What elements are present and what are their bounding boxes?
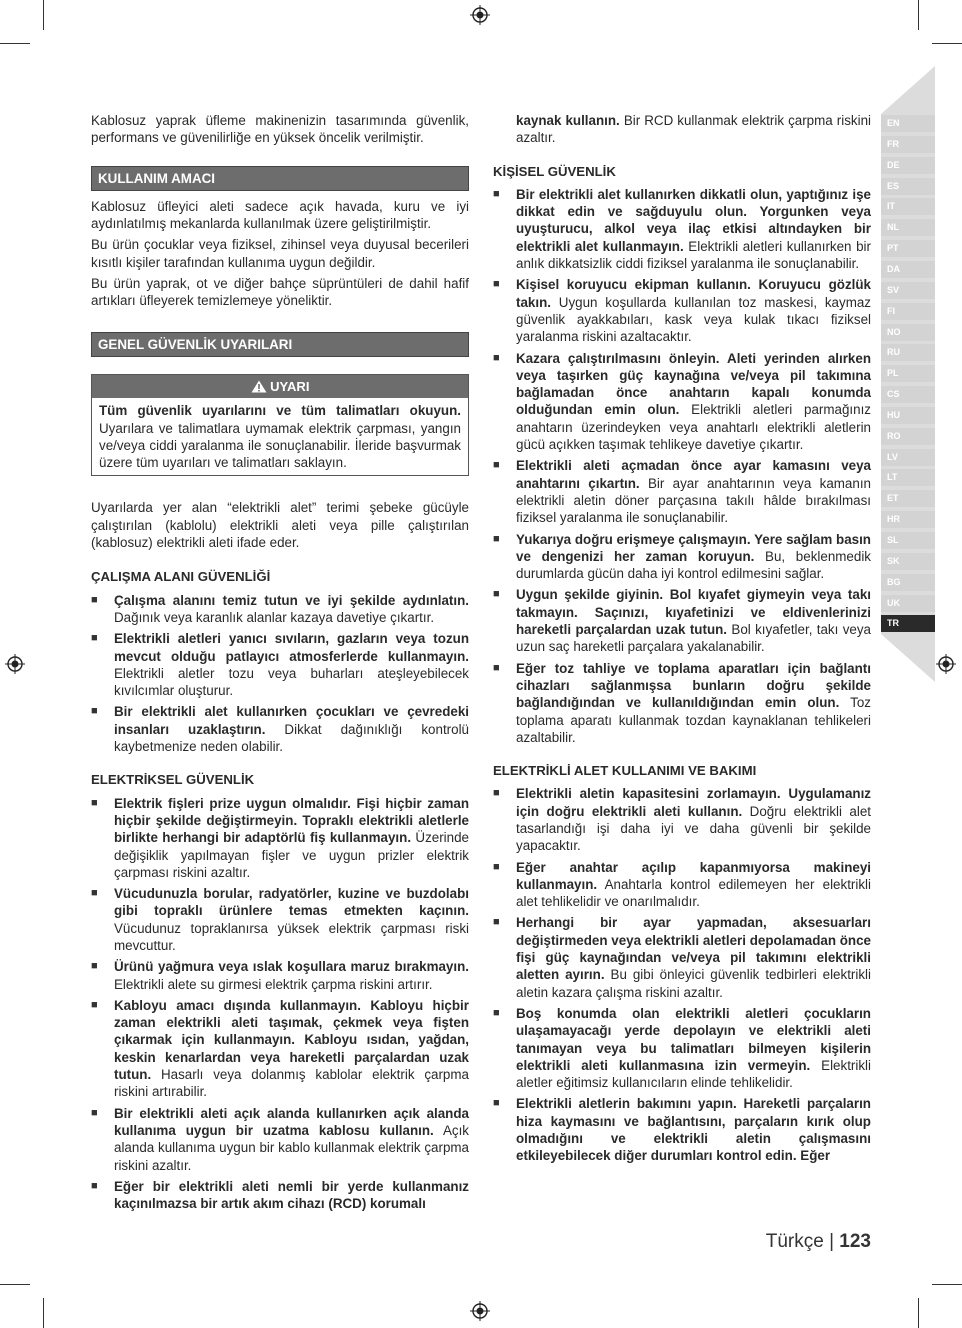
language-tab-hr[interactable]: HR xyxy=(881,511,935,528)
section-heading-usage: KULLANIM AMACI xyxy=(91,166,469,191)
continued-text: kaynak kullanın. Bir RCD kullanmak elektrik çarpma riskini azaltır. xyxy=(516,113,871,146)
usage-paragraph: Bu ürün yaprak, ot ve diğer bahçe süprüntüleri de dahil hafif artıkları üfleyerek temizlemeye yöneliktir. xyxy=(91,276,469,309)
crop-mark xyxy=(918,1298,919,1328)
language-tab-de[interactable]: DE xyxy=(881,157,935,174)
language-tab-bg[interactable]: BG xyxy=(881,574,935,591)
warning-title: UYARI xyxy=(270,378,310,394)
language-tab-it[interactable]: IT xyxy=(881,198,935,215)
language-tab-pl[interactable]: PL xyxy=(881,365,935,382)
list-item: ■ Elektrikli aletleri yanıcı sıvıların, gazların veya tozun mevcut olduğu patlayıcı atmosferlerde kullanmayın. Elektrikli aletler tozu veya buharları ateşleyebilecek kıvılcımlar oluşturur. xyxy=(91,630,469,699)
personal-safety-list xyxy=(493,186,871,746)
language-tab-sl[interactable]: SL xyxy=(881,532,935,549)
language-tab-pt[interactable]: PT xyxy=(881,240,935,257)
language-tab-fr[interactable]: FR xyxy=(881,136,935,153)
warning-box xyxy=(91,374,469,476)
list-item: ■ Herhangi bir ayar yapmadan, aksesuarları değiştirmeden veya elektrikli aletleri depolamadan önce fişi güç kaynağından ve/veya pil takımını elektrikli aletten ayırın. Bu gibi önleyici güvenlik tedbirleri elektrikli aletin kazara çalışma riskini azaltır. xyxy=(493,914,871,1000)
language-tab-ru[interactable]: RU xyxy=(881,344,935,361)
language-tab-sv[interactable]: SV xyxy=(881,282,935,299)
language-tab-tr[interactable]: TR xyxy=(881,615,935,632)
list-item: ■ Elektrikli aletlerin bakımını yapın. Hareketli parçaların hiza kaymasını ve bağlantısını, parçaların kırık olup olmadığını ve elektrikli aletin çalışmasını etkileyebilecek diğer durumları kontrol edin. Eğer xyxy=(493,1095,871,1164)
language-tab-sk[interactable]: SK xyxy=(881,553,935,570)
subheading-personal-safety: KİŞİSEL GÜVENLİK xyxy=(493,163,616,179)
subheading-work-area: ÇALIŞMA ALANI GÜVENLİĞİ xyxy=(91,569,271,585)
section-heading-general-safety: GENEL GÜVENLİK UYARILARI xyxy=(91,332,469,357)
list-item: ■ Boş konumda olan elektrikli aletleri çocukların ulaşamayacağı yerde depolayın ve elektrikli aleti tanımayan veya bu talimatları bilmeyen kişilerin elektrikli aleti kullanmasına izin vermeyin. Elektrikli aletler eğitimsiz kullanıcıların elinde tehlikelidir. xyxy=(493,1005,871,1091)
crop-mark xyxy=(0,43,30,44)
registration-mark-icon xyxy=(470,5,490,25)
language-tab-cs[interactable]: CS xyxy=(881,386,935,403)
crop-mark xyxy=(0,1284,30,1285)
crop-mark xyxy=(918,0,919,30)
list-item: ■ Kişisel koruyucu ekipman kullanın. Koruyucu gözlük takın. Uygun koşullarda kullanılan toz maskesi, kaymaz güvenlik ayakkabıları, kask veya kulak tıkacı fiziksel yaralanma riskini azaltacaktır. xyxy=(493,276,871,345)
crop-mark xyxy=(932,1284,962,1285)
language-tab-uk[interactable]: UK xyxy=(881,595,935,612)
language-tab-fi[interactable]: FI xyxy=(881,303,935,320)
warning-triangle-icon xyxy=(251,380,267,393)
list-item: ■ Eğer toz tahliye ve toplama aparatları için bağlantı cihazları sağlanmışsa bunların doğru şekilde bağlandığından ve kullanıldığından emin olun. Toz toplama aparatı kullanmak tozdan kaynaklanan tehlikeleri azaltabilir. xyxy=(493,660,871,746)
warning-body xyxy=(92,398,468,475)
intro-text: Kablosuz yaprak üfleme makinenizin tasarımında güvenlik, performans ve güvenilirliğe en yüksek öncelik verilmiştir. xyxy=(91,113,469,146)
footer-language: Türkçe xyxy=(765,1231,824,1252)
language-tab-nl[interactable]: NL xyxy=(881,219,935,236)
language-tab-da[interactable]: DA xyxy=(881,261,935,278)
warning-text: Uyarılara ve talimatlara uymamak elektrik çarpması, yangın ve/veya ciddi yaralanma ile sonuçlanabilir. İleride başvurmak üzere tüm uyarıları ve talimatları saklayın. xyxy=(99,420,461,471)
registration-mark-icon xyxy=(936,654,956,674)
registration-mark-icon xyxy=(5,654,25,674)
usage-paragraph: Kablosuz üfleyici aleti sadece açık havada, kuru ve iyi aydınlatılmış mekanlarda kullanılmak üzere geliştirilmiştir. xyxy=(91,198,469,232)
page-number: 123 xyxy=(839,1231,871,1252)
list-item: ■ Uygun şekilde giyinin. Bol kıyafet giymeyin veya takı takmayın. Saçınızı, kıyafetinizi ve eldivenlerinizi hareketli parçalardan uzak tutun. Bol kıyafetler, takı veya uzun saç hareketli parçalara yakalanabilir. xyxy=(493,586,871,655)
language-tab-no[interactable]: NO xyxy=(881,324,935,341)
right-column xyxy=(493,112,871,1169)
list-item: ■ Elektrikli aleti açmadan önce ayar kamasını veya anahtarını çıkartın. Bir ayar anahtarının veya kamanın elektrikli aletin döner parçasına takılı hâlde bırakılması fiziksel yaralanma ile sonuçlanabilir. xyxy=(493,457,871,526)
usage-paragraph: Bu ürün çocuklar veya fiziksel, zihinsel veya duyusal becerileri kısıtlı kişiler tarafından kullanıma uygun değildir. xyxy=(91,237,469,270)
language-tab-en[interactable]: EN xyxy=(881,115,935,132)
list-item: ■ Elektrikli aletin kapasitesini zorlamayın. Uygulamanız için doğru elektrikli aleti kullanın. Doğru elektrikli alet tasarlandığı işi daha iyi ve daha güvenli bir şekilde yapacaktır. xyxy=(493,785,871,854)
crop-mark xyxy=(43,0,44,30)
list-item: ■ Eğer anahtar açılıp kapanmıyorsa makineyi kullanmayın. Anahtarla kontrol edilemeyen her elektrikli alet tehlikelidir ve onarılmalıdır. xyxy=(493,859,871,911)
electrical-list xyxy=(91,795,469,1213)
list-item: ■ Elektrik fişleri prize uygun olmalıdır. Fişi hiçbir zaman hiçbir şekilde değiştirmeyin. Topraklı elektrikli aletlerle birlikte herhangi bir adaptörlü fiş kullanmayın. Üzerinde değişiklik yapılmayan fişler ve uygun prizler elektrik çarpması riskini azaltır. xyxy=(91,795,469,881)
subheading-tool-use: ELEKTRİKLİ ALET KULLANIMI VE BAKIMI xyxy=(493,763,757,779)
list-item: ■ Bir elektrikli alet kullanırken çocukları ve çevredeki insanları uzaklaştırın. Dikkat dağınıklığı kontrolü kaybetmenize neden olabilir. xyxy=(91,703,469,755)
work-area-list xyxy=(91,592,469,756)
crop-mark xyxy=(932,43,962,44)
list-item: ■ Ürünü yağmura veya ıslak koşullara maruz bırakmayın. Elektrikli alete su girmesi elektrik çarpma riskini artırır. xyxy=(91,958,469,993)
language-tab-lv[interactable]: LV xyxy=(881,449,935,466)
term-definition-text: Uyarılarda yer alan “elektrikli alet” terimi şebeke gücüyle çalıştırılan (kablolu) elektrikli aleti veya pille çalıştırılan (kablosuz) elektrikli aleti ifade eder. xyxy=(91,500,469,551)
left-column xyxy=(91,112,469,1216)
language-tab-et[interactable]: ET xyxy=(881,490,935,507)
language-tab-ro[interactable]: RO xyxy=(881,428,935,445)
list-item: ■ Eğer bir elektrikli aleti nemli bir yerde kullanmanız kaçınılmazsa bir artık akım cihazı (RCD) korumalı xyxy=(91,1178,469,1213)
registration-mark-icon xyxy=(470,1301,490,1321)
warning-bold-text: Tüm güvenlik uyarılarını ve tüm talimatları okuyun. xyxy=(99,403,461,419)
list-item: ■ Çalışma alanını temiz tutun ve iyi şekilde aydınlatın. Dağınık veya karanlık alanlar kazaya davetiye çıkartır. xyxy=(91,592,469,627)
language-tab-hu[interactable]: HU xyxy=(881,407,935,424)
list-item: ■ Kazara çalıştırılmasını önleyin. Aleti yerinden alırken veya taşırken güç kaynağına ve/veya pil takımına bağlamadan önce anahtarın kapalı konumda olduğundan emin olun. Elektrikli aletleri parmağınız anahtarın üzerindeyken veya anahtarlı elektrikli aletlerin gücü açıkken taşımak tehlikeye davetiye çıkartır. xyxy=(493,350,871,454)
language-tab-es[interactable]: ES xyxy=(881,178,935,195)
warning-header xyxy=(92,375,468,398)
tool-use-list xyxy=(493,785,871,1164)
list-item: ■ Bir elektrikli aleti açık alanda kullanırken açık alanda kullanıma uygun bir uzatma kablosu kullanın. Açık alanda kullanıma uygun bir kablo kullanmak elektrik çarpma riskini azaltır. xyxy=(91,1105,469,1174)
crop-mark xyxy=(43,1298,44,1328)
list-item: ■ Yukarıya doğru erişmeye çalışmayın. Yere sağlam basın ve dengenizi her zaman koruyun. Bu, beklenmedik durumlarda gücün daha iyi kontrol edilmesini sağlar. xyxy=(493,531,871,583)
list-item: ■ Kabloyu amacı dışında kullanmayın. Kabloyu hiçbir zaman elektrikli aleti taşımak, çekmek veya fişten çıkarmak için kullanmayın. Kabloyu ısıdan, yağdan, keskin kenarlardan veya hareketli parçalardan uzak tutun. Hasarlı veya dolanmış kablolar elektrik çarpma riskini artırabilir. xyxy=(91,997,469,1101)
subheading-electrical: ELEKTRİKSEL GÜVENLİK xyxy=(91,772,255,788)
footer-separator: | xyxy=(823,1231,840,1252)
list-item: ■ Vücudunuzla borular, radyatörler, kuzine ve buzdolabı gibi topraklı ürünlere temas etmekten kaçının. Vücudunuz topraklanırsa yüksek elektrik çarpması riski mevcuttur. xyxy=(91,885,469,954)
list-item: ■ Bir elektrikli alet kullanırken dikkatli olun, yaptığınız işe dikkat edin ve sağduyulu olun. Yorgunken veya uyuşturucu, alkol veya ilaç etkisi altındayken bir elektrikli alet kullanmayın. Elektrikli aletleri kullanırken bir anlık dikkatsizlik ciddi fiziksel yaralanma ile sonuçlanabilir. xyxy=(493,186,871,272)
language-tab-lt[interactable]: LT xyxy=(881,469,935,486)
page-footer xyxy=(766,1231,871,1253)
